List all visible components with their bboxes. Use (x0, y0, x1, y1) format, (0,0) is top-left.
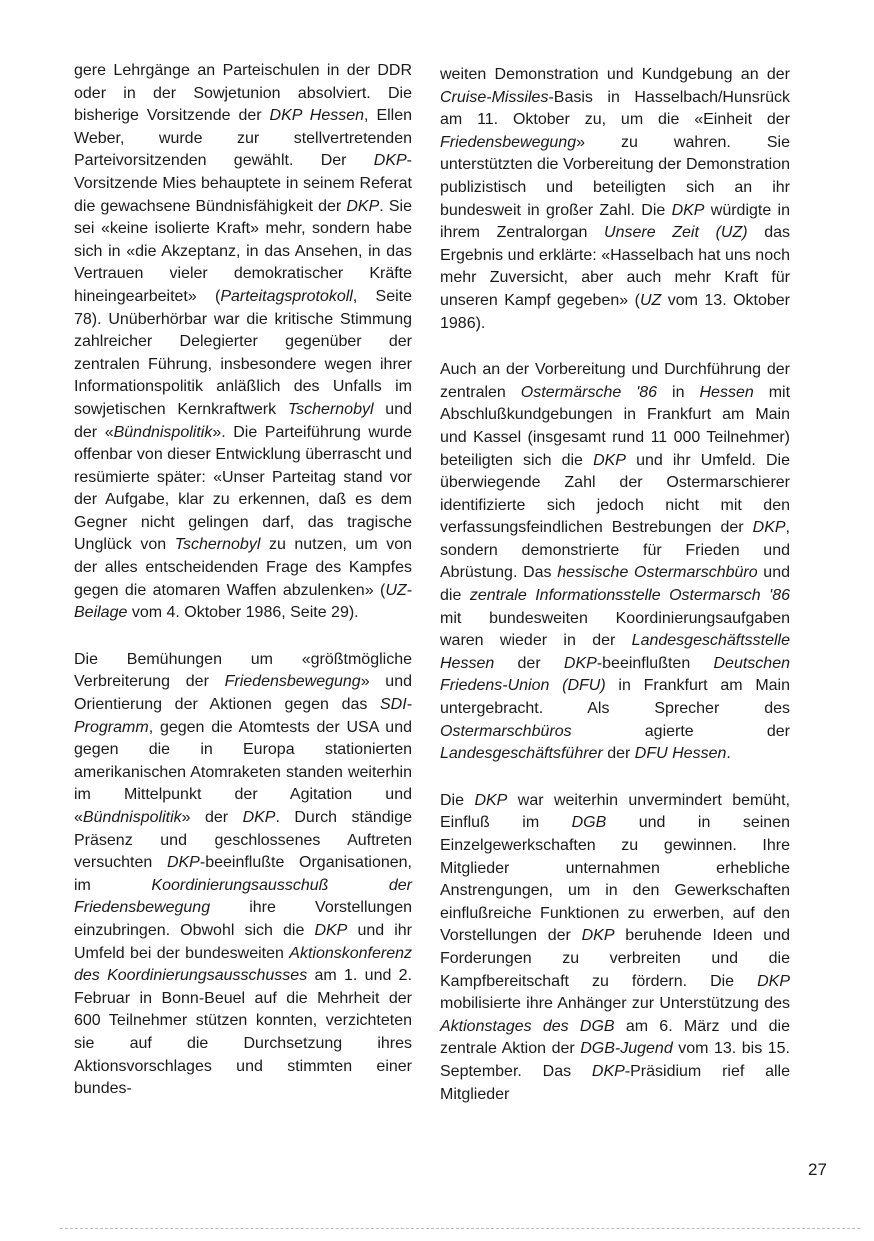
italic-run: hessische Ostermarschbüro (557, 564, 758, 582)
text-run: . Durch ständige Präsenz und geschlossenes Auftreten versuchten (74, 809, 412, 872)
italic-run: DKP (671, 201, 705, 219)
text-run: weiten Demonstration und Kundgebung an der (440, 66, 790, 83)
italic-run: DKP (314, 921, 348, 939)
text-run: » der (181, 809, 243, 826)
text-run: zu nutzen, um von der alles entscheidenden Frage des Kampfes gegen die atomaren Waffen abzulenken» ( (74, 536, 412, 599)
text-run: war weiterhin unvermindert bemüht, Einfluß im (440, 791, 791, 832)
text-run: würdigte in ihrem Zentralorgan (440, 201, 791, 242)
italic-run: Aktionstages des DGB (440, 1017, 615, 1035)
italic-run: zentrale Informationsstelle Ostermarsch '86 (469, 587, 790, 605)
italic-run: Bündnispolitik (82, 809, 182, 826)
text-run: -Vorsitzende Mies behauptete in seinem Referat die gewachsene Bündnisfähigkeit der (74, 152, 412, 215)
text-run: -Präsidium rief alle Mitglieder (440, 1062, 790, 1103)
text-run: , gegen die Atomtests der USA und gegen die in Europa stationierten amerikanischen Atomraketen standen weiterhin im Mittelpunkt der Agitation und « (74, 718, 412, 826)
italic-run: Unsere Zeit (UZ) (604, 224, 748, 242)
italic-run: DKP Hessen (269, 107, 365, 125)
italic-run: DKP (474, 791, 508, 809)
italic-run: DKP (242, 809, 276, 826)
text-run: in (657, 383, 700, 401)
text-run: das Ergebnis und erklärte: «Hasselbach hat uns noch mehr Zuversicht, aber auch mehr Kraft für unseren Kampf gegeben» ( (440, 224, 791, 309)
text-run: und ihr Umfeld. Die überwiegende Zahl der Ostermarschierer identifizierte sich jedoch nicht mit den verfassungsfeindlichen Bestrebungen der (440, 451, 790, 537)
italic-run: Deutschen Friedens-Union (DFU) (440, 654, 790, 695)
paragraph (74, 649, 412, 1101)
text-run: agierte der (571, 722, 790, 740)
italic-run: Ostermärsche '86 (520, 383, 658, 401)
paragraph (440, 64, 790, 335)
text-run: » und Orientierung der Aktionen gegen das (74, 673, 413, 714)
text-run: und in seinen Einzelgewerkschaften zu gewinnen. Ihre Mitglieder unternahmen erhebliche Anstrengungen, um in den Gewerkschaften einflußreiche Funktionen zu erwerben, auf den Vorstellungen der (440, 814, 790, 945)
italic-run: Aktionskonferenz des Koordinierungsausschusses (74, 944, 412, 985)
italic-run: Landesgeschäftsstelle Hessen (440, 632, 790, 672)
text-run: mit Abschlußkundgebungen in Frankfurt am Main und Kassel (insgesamt rund 11 000 Teilnehmer) beteiligten sich die (440, 383, 791, 469)
italic-run: Cruise-Missiles (440, 88, 549, 106)
italic-run: UZ-Beilage (74, 581, 412, 622)
italic-run: DKP (581, 927, 615, 945)
italic-run: DKP (752, 519, 786, 537)
right-column (440, 64, 790, 1130)
text-run: mit bundesweiten Koordinierungsaufgaben waren wieder in der (440, 609, 790, 650)
text-run: vom 4. Oktober 1986, Seite 29). (127, 604, 359, 622)
paragraph (74, 60, 412, 625)
text-run: gere Lehrgänge an Parteischulen in der DDR oder in der Sowjetunion absolviert. Die bisherige Vorsitzende der (74, 62, 412, 125)
italic-run: DKP (591, 1062, 625, 1080)
text-run: -beeinflußte Organisationen, im (74, 854, 412, 894)
italic-run: Tschernobyl (174, 536, 261, 554)
italic-run: Bündnispolitik (113, 423, 213, 441)
text-run: Auch an der Vorbereitung und Durchführung der zentralen (440, 361, 790, 401)
text-run: der (602, 745, 635, 763)
text-run: -beeinflußten (596, 654, 714, 672)
text-run: und ihr Umfeld bei der bundesweiten (74, 921, 412, 962)
text-run: in Frankfurt am Main untergebracht. Als Sprecher des (440, 677, 791, 718)
text-run: -Basis in Hasselbach/Hunsrück am 11. Oktober zu, um die «Einheit der (440, 88, 790, 129)
italic-run: Hessen (699, 383, 754, 401)
italic-run: SDI-Programm (74, 696, 412, 736)
text-run: Die (440, 791, 475, 809)
text-run: beruhende Ideen und Forderungen zu verbreiten und die Kampfbereitschaft zu fördern. Die (440, 927, 790, 990)
scan-edge-rule (60, 1228, 860, 1230)
italic-run: Tschernobyl (287, 400, 374, 418)
left-column (74, 60, 412, 1125)
italic-run: DKP (166, 854, 200, 872)
text-run: vom 13. Oktober 1986). (440, 291, 791, 332)
text-run: ihre Vorstellungen einzubringen. Obwohl sich die (74, 899, 412, 939)
italic-run: Friedensbewegung (224, 673, 361, 691)
italic-run: Koordinierungsausschuß der Friedensbewegung (74, 876, 413, 917)
italic-run: DKP (563, 654, 597, 672)
text-run: am 1. und 2. Februar in Bonn-Beuel auf die Mehrheit der 600 Teilnehmer stützen konnten, verzichteten sie auf die Durchsetzung ihres Aktionsvorschlages und stimmten einer bundes- (74, 967, 413, 1098)
text-run: . (726, 745, 731, 763)
italic-run: DFU Hessen (634, 745, 727, 763)
italic-run: Ostermarschbüros (440, 722, 572, 740)
text-run: , Seite 78). Unüberhörbar war die kritische Stimmung zahlreicher Delegierter gegenüber der zentralen Führung, insbesondere wegen ihrer Informationspolitik anläßlich des Unfalls im sowjetischen Kernkraftwerk (74, 287, 412, 418)
italic-run: DKP (593, 451, 626, 469)
italic-run: DKP (346, 197, 380, 215)
text-run: der (494, 654, 564, 672)
italic-run: DKP (373, 152, 407, 170)
text-run: am 6. März und die zentrale Aktion der (440, 1017, 790, 1058)
italic-run: Parteitagsprotokoll (220, 287, 353, 305)
italic-run: Friedensbewegung (440, 133, 577, 151)
text-run: » zu wahren. Sie unterstützten die Vorbereitung der Demonstration publizistisch und beteiligten sich an ihr bundesweit in großer Zahl. Die (440, 133, 790, 219)
italic-run: UZ (639, 291, 662, 309)
text-run: ». Die Parteiführung wurde offenbar von dieser Entwicklung überrascht und resümierte später: «Unser Parteitag stand vor der Aufgabe, klar zu erkennen, daß es dem Gegner nicht gelingen darf, das tragische Unglück von (74, 423, 413, 554)
italic-run: DGB-Jugend (580, 1040, 673, 1058)
text-run: , Ellen Weber, wurde zur stellvertretenden Parteivorsitzenden gewählt. Der (74, 107, 413, 170)
text-run: mobilisierte ihre Anhänger zur Unterstützung des (440, 995, 790, 1013)
text-run: vom 13. bis 15. September. Das (440, 1040, 790, 1080)
text-run: . Sie sei «keine isolierte Kraft» mehr, sondern habe sich in «die Akzeptanz, in das Ansehen, in das Vertrauen vieler demokratischer Kräfte hineingearbeitet» ( (74, 197, 413, 305)
italic-run: Landesgeschäftsführer (440, 745, 603, 763)
paragraph (440, 790, 790, 1106)
text-run: Die Bemühungen um «größtmögliche Verbreiterung der (74, 650, 412, 691)
text-run: und die (440, 564, 790, 605)
page-number: 27 (808, 1160, 827, 1179)
paragraph (440, 359, 790, 766)
text-run: und der « (74, 400, 412, 441)
italic-run: DGB (571, 814, 607, 832)
italic-run: DKP (757, 972, 790, 990)
text-run: , sondern demonstrierte für Frieden und Abrüstung. Das (440, 519, 790, 582)
